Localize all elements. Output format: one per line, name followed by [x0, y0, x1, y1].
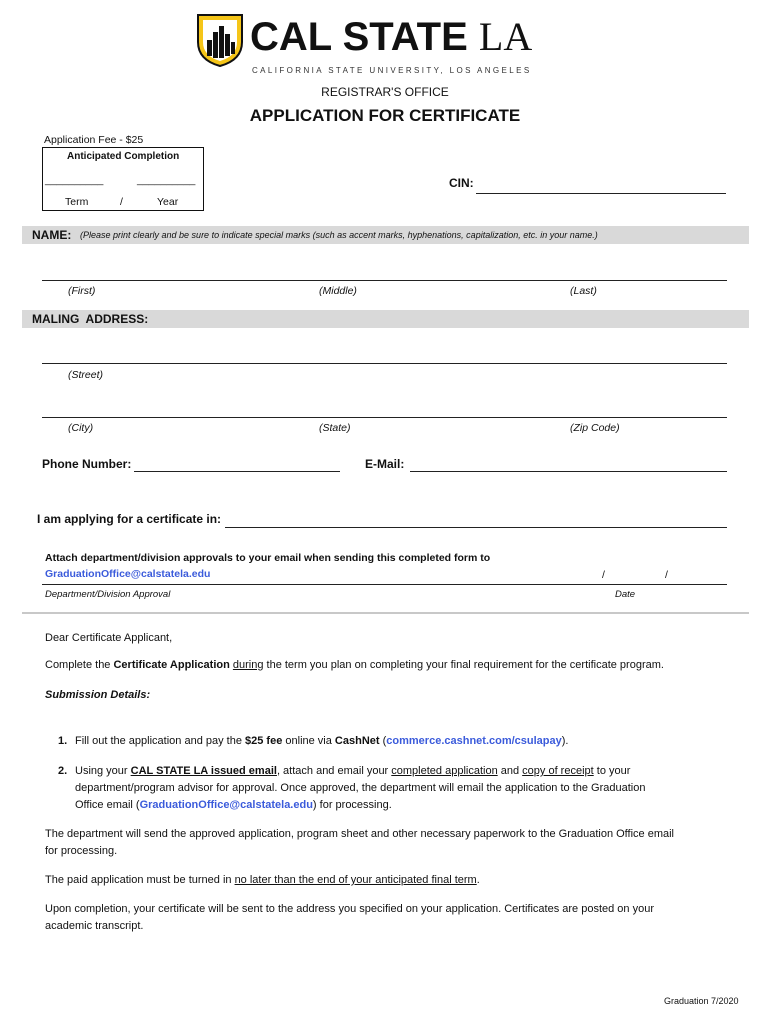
- item2-a: Using your: [75, 765, 131, 777]
- item2-completed-application: completed application: [391, 765, 498, 777]
- p4-line-1: Upon completion, your certificate will be sent to the address you specified on your application. Certificates are posted on your: [45, 903, 654, 915]
- item-2-number: 2.: [58, 765, 68, 777]
- item-1-text: [75, 733, 569, 750]
- approval-instructions: Attach department/division approvals to your email when sending this completed form to: [45, 552, 491, 564]
- term-label: Term: [65, 196, 89, 208]
- item1-fee: $25 fee: [245, 735, 283, 747]
- p3-deadline: no later than the end of your anticipated final term: [234, 874, 477, 886]
- email-field[interactable]: [410, 471, 727, 472]
- phone-field[interactable]: [134, 471, 340, 472]
- p3-c: .: [476, 874, 480, 886]
- item1-f: ).: [561, 735, 569, 747]
- dept-approval-label: Department/Division Approval: [45, 589, 171, 600]
- state-label: (State): [319, 422, 351, 434]
- item2-issued-email: CAL STATE LA issued email: [130, 765, 277, 777]
- item2-g: to your: [593, 765, 631, 777]
- letter-paragraph-3: [45, 872, 480, 889]
- date-slash-1: /: [602, 569, 605, 581]
- logo-text-light: LA: [478, 14, 533, 59]
- city-label: (City): [68, 422, 94, 434]
- logo-subtitle: CALIFORNIA STATE UNIVERSITY, LOS ANGELES: [252, 66, 532, 75]
- completion-heading: Anticipated Completion: [67, 151, 180, 162]
- graduation-office-email-link-2[interactable]: GraduationOffice@calstatela.edu: [139, 799, 313, 811]
- item2-line-1: [75, 763, 646, 780]
- address-label: MALING ADDRESS:: [32, 312, 149, 326]
- phone-label: Phone Number:: [42, 457, 132, 471]
- cal-state-la-logo: [195, 12, 245, 68]
- certificate-label: I am applying for a certificate in:: [37, 512, 222, 526]
- letter-greeting: Dear Certificate Applicant,: [45, 632, 173, 644]
- p1-certificate-application: Certificate Application: [113, 659, 230, 671]
- name-field[interactable]: [42, 280, 727, 281]
- logo-wordmark: [250, 14, 532, 60]
- item2-c: , attach and email your: [276, 765, 392, 777]
- item2-line-2: department/program advisor for approval. Once approved, the department will email the application to the Graduation: [75, 782, 646, 794]
- email-label: E-Mail:: [365, 457, 405, 471]
- item1-e: (: [379, 735, 387, 747]
- city-state-zip-field[interactable]: [42, 417, 727, 418]
- certificate-field[interactable]: [225, 527, 727, 528]
- letter-paragraph-2: [45, 826, 674, 860]
- street-label: (Street): [68, 369, 104, 381]
- letter-paragraph-4: [45, 901, 654, 935]
- date-slash-2: /: [665, 569, 668, 581]
- year-label: Year: [157, 196, 179, 208]
- completion-box: [42, 147, 204, 211]
- last-name-label: (Last): [570, 285, 597, 297]
- item2-copy-of-receipt: copy of receipt: [522, 765, 594, 777]
- cashnet-link[interactable]: commerce.cashnet.com/csulapay: [386, 735, 562, 747]
- item-1-number: 1.: [58, 735, 68, 747]
- footer-version: Graduation 7/2020: [664, 996, 739, 1006]
- term-blank[interactable]: __________: [45, 174, 104, 186]
- office-name: REGISTRAR'S OFFICE: [321, 85, 449, 99]
- first-name-label: (First): [68, 285, 96, 297]
- item2-line3-b: ) for processing.: [312, 799, 392, 811]
- approval-signature-field[interactable]: [42, 584, 727, 585]
- name-instructions: (Please print clearly and be sure to indicate special marks (such as accent marks, hyphenations, capitalization, etc. in your name.): [80, 230, 598, 240]
- p1-text-a: Complete the: [45, 659, 114, 671]
- item2-line3-a: Office email (: [75, 799, 140, 811]
- p3-a: The paid application must be turned in: [45, 874, 235, 886]
- submission-heading: Submission Details:: [45, 689, 151, 701]
- page-title: APPLICATION FOR CERTIFICATE: [249, 106, 521, 125]
- cin-field[interactable]: [476, 193, 726, 194]
- item1-a: Fill out the application and pay the: [75, 735, 246, 747]
- name-label: NAME:: [32, 228, 72, 242]
- term-year-slash: /: [120, 196, 123, 208]
- cin-label: CIN:: [449, 176, 474, 190]
- p1-text-e: the term you plan on completing your final requirement for the certificate program.: [263, 659, 664, 671]
- application-fee: Application Fee - $25: [44, 134, 144, 146]
- p4-line-2: academic transcript.: [45, 920, 144, 932]
- item1-cashnet: CashNet: [334, 735, 380, 747]
- p2-line-2: for processing.: [45, 845, 118, 857]
- item2-e: and: [497, 765, 523, 777]
- item1-c: online via: [282, 735, 335, 747]
- p2-line-1: The department will send the approved application, program sheet and other necessary paperwork to the Graduation Office email: [45, 828, 674, 840]
- p1-during: during: [232, 659, 264, 671]
- zip-label: (Zip Code): [570, 422, 620, 434]
- letter-paragraph-1: [45, 657, 664, 674]
- item2-line-3: [75, 797, 646, 814]
- year-blank[interactable]: __________: [137, 174, 196, 186]
- logo-text-bold: CAL STATE: [250, 15, 468, 59]
- section-divider: [22, 612, 749, 614]
- graduation-office-email-link[interactable]: GraduationOffice@calstatela.edu: [45, 568, 211, 580]
- street-field[interactable]: [42, 363, 727, 364]
- date-label: Date: [615, 589, 636, 600]
- item-2-text: [75, 763, 646, 814]
- middle-name-label: (Middle): [319, 285, 357, 297]
